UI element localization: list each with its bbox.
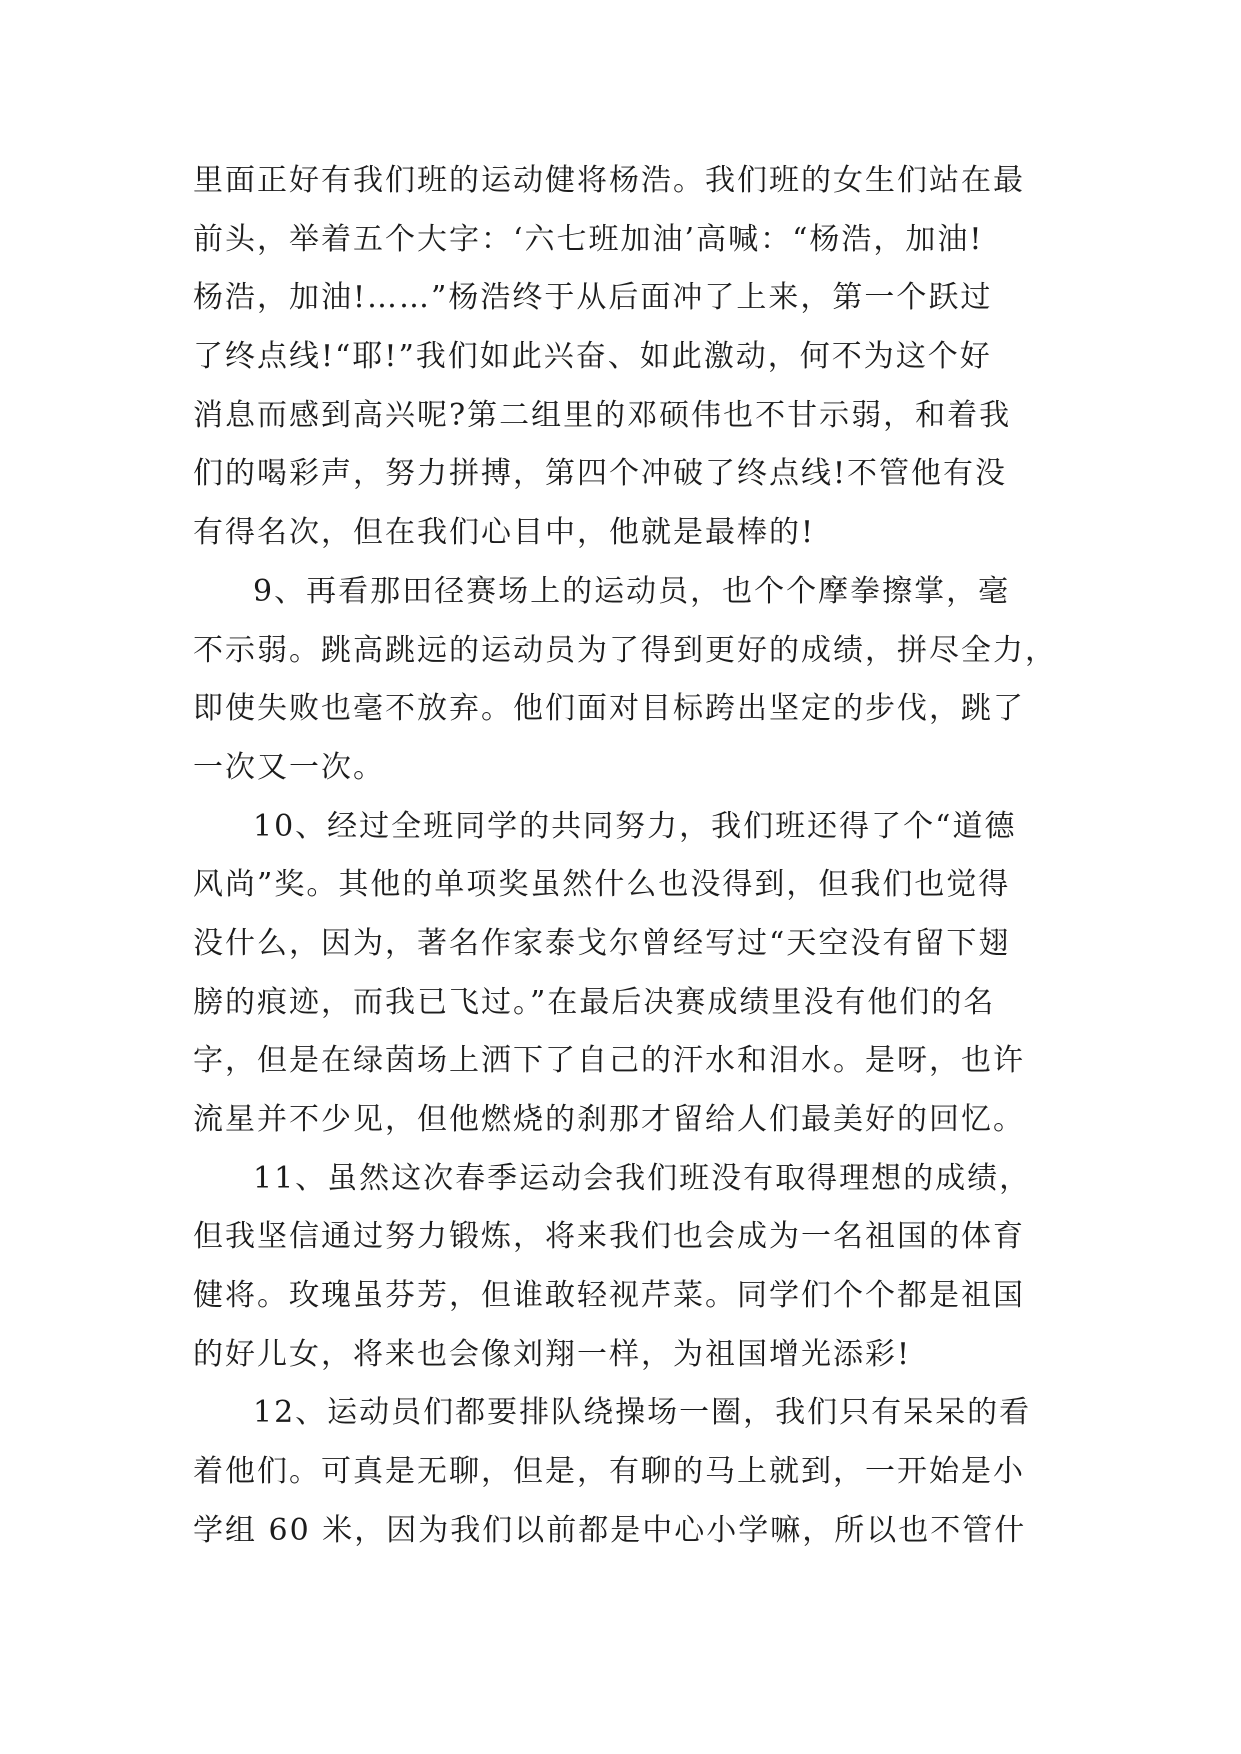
text-line-9: 不示弱。跳高跳远的运动员为了得到更好的成绩，拼尽全力， [193, 632, 1057, 668]
text-line-21: 的好儿女，将来也会像刘翔一样，为祖国增光添彩! [193, 1336, 912, 1372]
text-line-14: 没什么，因为，著名作家泰戈尔曾经写过“天空没有留下翅 [193, 925, 1011, 961]
text-line-15: 膀的痕迹，而我已飞过。”在最后决赛成绩里没有他们的名 [193, 984, 996, 1020]
text-line-20: 健将。玫瑰虽芬芳，但谁敢轻视芹菜。同学们个个都是祖国 [193, 1278, 1025, 1314]
text-line-17: 流星并不少见，但他燃烧的刹那才留给人们最美好的回忆。 [193, 1102, 1025, 1137]
paragraph-9-line-1: 9、再看那田径赛场上的运动员，也个个摩拳擦掌，毫 [253, 573, 1011, 609]
text-line-11: 一次又一次。 [193, 749, 385, 785]
paragraph-10-line-1: 10、经过全班同学的共同努力，我们班还得了个“道德 [253, 808, 1017, 844]
text-line-1: 里面正好有我们班的运动健将杨浩。我们班的女生们站在最 [193, 163, 1025, 198]
document-body [193, 152, 1073, 1561]
text-line-7: 有得名次，但在我们心目中，他就是最棒的! [193, 515, 816, 551]
text-line-16: 字，但是在绿茵场上洒下了自己的汗水和泪水。是呀，也许 [193, 1043, 1025, 1079]
paragraph-11-line-1: 11、虽然这次春季运动会我们班没有取得理想的成绩， [253, 1160, 1032, 1196]
text-line-2: 前头，举着五个大字：‘六七班加油’高喊：“杨浩，加油! [193, 221, 984, 257]
text-line-10: 即使失败也毫不放弃。他们面对目标跨出坚定的步伐，跳了 [193, 691, 1025, 727]
text-line-23: 着他们。可真是无聊，但是，有聊的马上就到，一开始是小 [193, 1454, 1025, 1490]
text-line-24: 学组 60 米，因为我们以前都是中心小学嘛，所以也不管什 [193, 1512, 1027, 1548]
text-line-6: 们的喝彩声，努力拼搏，第四个冲破了终点线!不管他有没 [193, 456, 1008, 492]
text-line-4: 了终点线!“耶!”我们如此兴奋、如此激动，何不为这个好 [193, 339, 992, 375]
paragraph-12-line-1: 12、运动员们都要排队绕操场一圈，我们只有呆呆的看 [253, 1395, 1032, 1431]
text-line-13: 风尚”奖。其他的单项奖虽然什么也没得到，但我们也觉得 [193, 867, 1011, 903]
text-line-19: 但我坚信通过努力锻炼，将来我们也会成为一名祖国的体育 [193, 1219, 1025, 1255]
text-line-3: 杨浩，加油!……”杨浩终于从后面冲了上来，第一个跃过 [193, 280, 993, 316]
text-line-5: 消息而感到高兴呢?第二组里的邓硕伟也不甘示弱，和着我 [193, 397, 1012, 433]
